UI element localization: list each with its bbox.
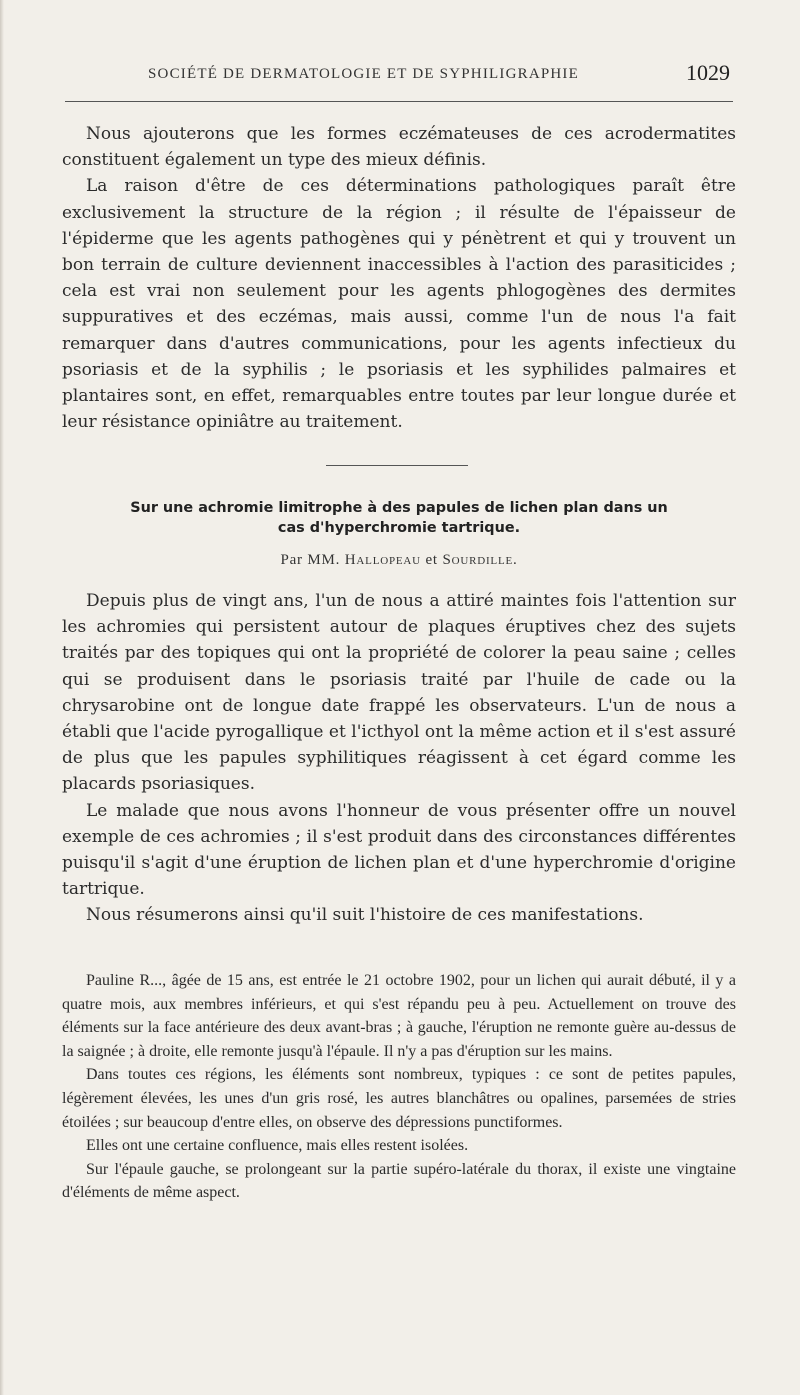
section-divider	[326, 465, 468, 466]
paragraph: Nous résumerons ainsi qu'il suit l'histoire de ces manifestations.	[86, 905, 644, 926]
paragraph: Elles ont une certaine confluence, mais elles restent isolées.	[86, 1137, 469, 1155]
paragraph: Sur l'épaule gauche, se prolongeant sur la partie supéro-latérale du thorax, il existe une vingtaine d'éléments de même aspect.	[62, 1160, 736, 1202]
page-header	[62, 58, 736, 90]
page-number: 1029	[686, 60, 730, 85]
paragraph: Pauline R..., âgée de 15 ans, est entrée le 21 octobre 1902, pour un lichen qui aurait débuté, il y a quatre mois, aux membres inférieurs, et qui s'est répandu peu à peu. Actuellement on trouve des éléments sur la face antérieure des deux avant-bras ; à gauche, l'éruption ne remonte guère au-dessus de la saignée ; à droite, elle remonte jusqu'à l'épaule. Il n'y a pas d'éruption sur les mains.	[62, 972, 736, 1060]
article-title-line: Sur une achromie limitrophe à des papules de lichen plan dans un	[130, 500, 668, 516]
author-name: Sourdille.	[442, 552, 518, 568]
byline	[62, 552, 736, 569]
paragraph: Depuis plus de vingt ans, l'un de nous a attiré maintes fois l'attention sur les achromies qui persistent autour de plaques éruptives chez des sujets traités par des topiques qui ont la propriété de colorer la peau saine ; celles qui se produisent dans le psoriasis traité par l'huile de cade ou la chrysarobine ont de longue date frappé les observateurs. L'un de nous a établi que l'acide pyrogallique et l'icthyol ont la même action et il s'est assuré de plus que les papules syphilitiques réagissent à cet égard comme les placards psoriasiques.	[62, 591, 736, 795]
article-title	[56, 498, 742, 538]
paragraph: Le malade que nous avons l'honneur de vous présenter offre un nouvel exemple de ces achromies ; il s'est produit dans des circonstances différentes puisqu'il s'agit d'une éruption de lichen plan et d'une hyperchromie d'origine tartrique.	[62, 800, 736, 900]
paragraph: Dans toutes ces régions, les éléments sont nombreux, typiques : ce sont de petites papules, légèrement élevées, les unes d'un gris rosé, les autres blanchâtres ou opalines, parsemées de stries étoilées ; sur beaucoup d'entre elles, on observe des dépressions punctiformes.	[62, 1066, 736, 1131]
article-title-line: cas d'hyperchromie tartrique.	[277, 520, 521, 536]
header-rule	[65, 101, 733, 102]
paragraph: La raison d'être de ces déterminations pathologiques paraît être exclusivement la structure de la région ; il résulte de l'épaisseur de l'épiderme que les agents pathogènes qui y pénètrent et qui y trouvent un bon terrain de culture deviennent inaccessibles à l'action des parasiticides ; cela est vrai non seulement pour les agents phlogogènes des dermites suppuratives et des eczémas, mais aussi, comme l'un de nous l'a fait remarquer dans d'autres communications, pour les agents infectieux du psoriasis et de la syphilis ; le psoriasis et les syphilides palmaires et plantaires sont, en effet, remarquables entre toutes par leur longue durée et leur résistance opiniâtre au traitement.	[62, 176, 736, 433]
page-edge-shadow	[0, 0, 4, 1395]
article-body	[62, 588, 736, 929]
author-name: Hallopeau	[344, 552, 421, 568]
byline-prefix: Par MM.	[280, 552, 341, 568]
case-report	[62, 969, 736, 1205]
intro-text	[62, 121, 736, 435]
byline-conjunction: et	[425, 552, 438, 568]
paragraph: Nous ajouterons que les formes eczémateuses de ces acrodermatites constituent également un type des mieux définis.	[62, 124, 736, 171]
running-title: SOCIÉTÉ DE DERMATOLOGIE ET DE SYPHILIGRAPHIE	[148, 66, 579, 82]
